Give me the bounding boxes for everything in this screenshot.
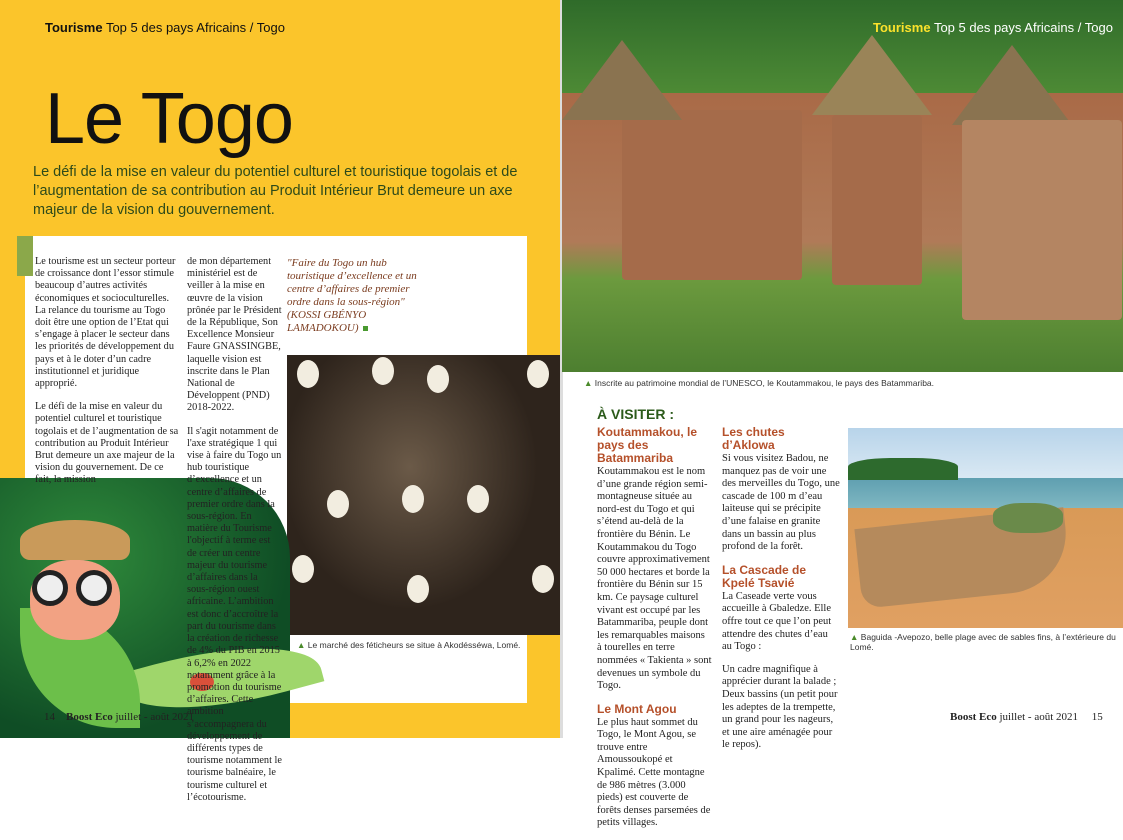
- paragraph: La Caseade verte vous accueille à Gbaledze. Elle offre tout ce que l’on peut attendre des chutes d’eau au Togo :: [722, 590, 832, 653]
- hut-roof: [812, 35, 932, 115]
- paragraph: Si vous visitez Badou, ne manquez pas de voir une des merveilles du Togo, une cascade de 100 m d’eau laiteuse qui se précipite d’une falaise en granite dans un bassin au plus profond de la forêt.: [722, 453, 840, 553]
- page-number: 14: [44, 711, 55, 723]
- hut-roof: [952, 45, 1072, 125]
- running-header-right: [873, 20, 1113, 35]
- visit-heading: À VISITER :: [597, 406, 675, 422]
- footer-left: [44, 711, 194, 723]
- caption-text: Baguida -Avepozo, belle plage avec de sables fins, à l’extérieure du Lomé.: [850, 632, 1116, 652]
- section-title: Les chutes d’Aklowa: [722, 425, 785, 452]
- paragraph: Le défi de la mise en valeur du potentiel culturel et touristique togolais et de l’augmentation de sa contribution au Produit Intérieur Brut demeure un axe majeur de la vision du gouvernement. De ce fait, la mission: [35, 401, 179, 486]
- page-number: 15: [1091, 711, 1103, 723]
- paragraph: Il s'agit notamment de l'axe stratégique 1 qui vise à faire du Togo un hub touristique d’excellence et un centre d’affaires de premier ordre dans la sous-région. En matière du Tourisme l'objectif à terme est de créer un centre majeur du tourisme d’affaires dans la sous-région ouest africaine. L’ambition est donc d’accroître la part du tourisme dans la création de richesse de 4% du PIB en 2015 à 6,2% en 2022 notamment grâce à la promotion du tourisme d’affaires. Cette ambition s’accompagnera du développement de différents types de tourisme notamment le tourisme balnéaire, le tourisme culturel et l’écotourisme.: [187, 425, 282, 803]
- paragraph: Koutammakou est le nom d’une grande région semi-montagneuse située au nord-est du Togo et qui s’étend au-delà de la frontière du Bénin. Le Koutammakou du Togo couvre approximativement 50 000 hectares et borde la frontière du Bénin sur 15 km. Ce paysage culturel vivant est occupé par les Batammariba, peuple dont les remarquables maisons à tourelles en terre nommées « Takienta » sont devenues un symbole du Togo.: [597, 466, 712, 692]
- fetish-caption: [297, 640, 520, 650]
- caption-text: Le marché des féticheurs se situe à Akodésséwa, Lomé.: [307, 640, 521, 650]
- article-column-2: [187, 256, 282, 815]
- section-title: Koutammakou, le pays des Batammariba: [597, 425, 698, 465]
- triangle-icon: ▲: [584, 378, 593, 388]
- section-title: La Cascade de Kpelé Tsavié: [722, 562, 807, 590]
- dropcap-accent: [17, 236, 33, 276]
- magazine-name: Boost Eco: [950, 711, 997, 723]
- paragraph: Le tourisme est un secteur porteur de croissance dont l’essor stimule beaucoup d’autres activités économiques et socioculturelles. La relance du tourisme au Togo doit être une option de l’Etat qui s’engage à placer le secteur dans les priorités de développement du pays et à le doter d’un cadre institutionnel et juridique approprié.: [35, 256, 176, 390]
- paragraph: Un cadre magnifique à apprécier durant la balade ; Deux bassins (un petit pour les adeptes de la trempette, un grand pour les nageurs, et une aire aménagée pour le repos).: [722, 663, 838, 751]
- hut-roof: [562, 40, 682, 120]
- article-column-1: [35, 256, 180, 498]
- visit-column-2: [722, 426, 840, 762]
- visit-column-1: [597, 426, 712, 840]
- header-subtitle: Top 5 des pays Africains / Togo: [933, 20, 1113, 35]
- explorer-cartoon: [10, 520, 150, 660]
- hut: [622, 110, 802, 280]
- beach-photo: [848, 428, 1123, 628]
- pull-quote: [287, 257, 417, 335]
- koutammakou-photo: [562, 0, 1123, 372]
- beach-caption: [850, 632, 1123, 652]
- running-header-left: [45, 20, 285, 35]
- issue-date: juillet - août 2021: [115, 711, 195, 723]
- hut: [832, 115, 922, 285]
- section-label: Tourisme: [873, 20, 931, 35]
- quote-text: "Faire du Togo un hub touristique d’excellence et un centre d’affaires de premier ordre dans la sous-région" (KOSSI GBÉNYO LAMADOKOU): [287, 257, 417, 334]
- lead-paragraph: Le défi de la mise en valeur du potentiel culturel et touristique togolais et de l’augmentation de sa contribution au Produit Intérieur Brut demeure un axe majeur de la vision du gouvernement.: [33, 164, 518, 218]
- page-title: Le Togo: [45, 79, 293, 159]
- magazine-name: Boost Eco: [66, 711, 113, 723]
- section-title: Le Mont Agou: [597, 701, 677, 716]
- paragraph: Le plus haut sommet du Togo, le Mont Agou, se trouve entre Amoussoukopé et Kpalimé. Cette montagne de 986 mètres (3.000 pieds) est couverte de forêts denses parsemées de petits villages.: [597, 716, 711, 829]
- section-label: Tourisme: [45, 20, 103, 35]
- triangle-icon: ▲: [297, 640, 306, 650]
- hut: [962, 120, 1122, 320]
- header-subtitle: Top 5 des pays Africains / Togo: [105, 20, 285, 35]
- paragraph: de mon département ministériel est de veiller à la mise en œuvre de la vision prônée par le Président de la République, Son Excellence Monsieur Faure GNASSINGBE, laquelle vision est inscrite dans le Plan National de Développent (PND) 2018-2022.: [187, 256, 282, 414]
- footer-right: [950, 711, 1103, 723]
- caption-text: Inscrite au patrimoine mondial de l’UNESCO, le Koutammakou, le pays des Batammariba.: [594, 378, 935, 388]
- fetish-market-photo: [287, 355, 560, 635]
- end-mark-icon: [363, 326, 368, 331]
- huts-caption: [584, 378, 934, 388]
- triangle-icon: ▲: [850, 632, 859, 642]
- issue-date: juillet - août 2021: [999, 711, 1079, 723]
